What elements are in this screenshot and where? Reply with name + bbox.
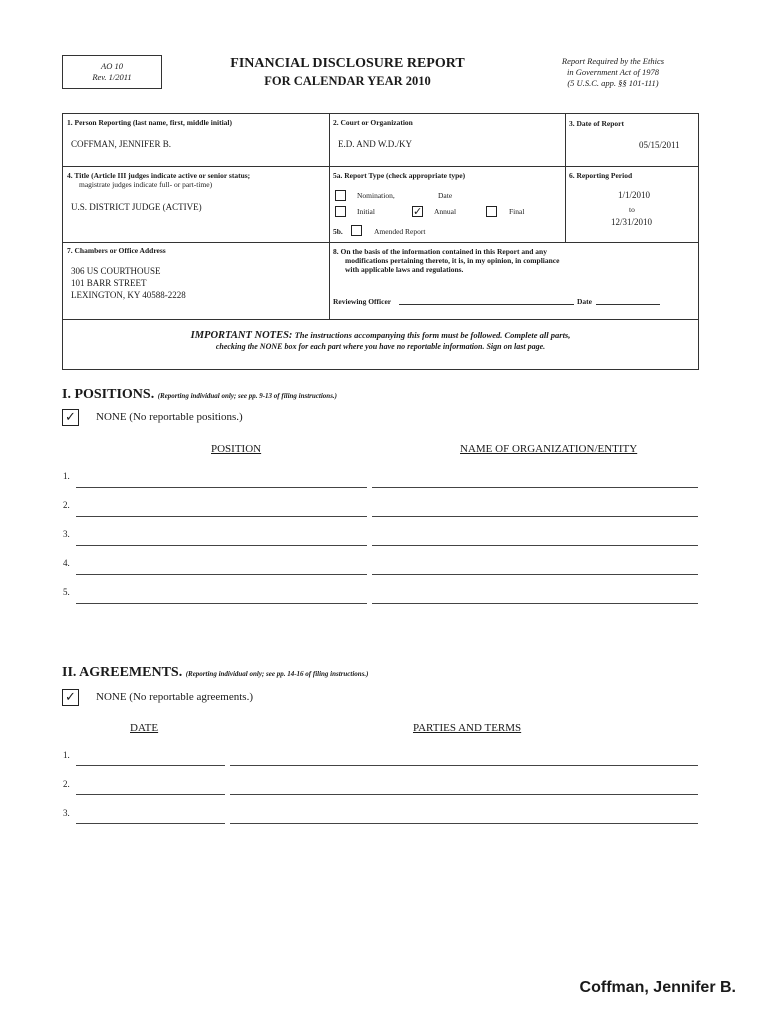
form-id-box <box>62 55 162 89</box>
date-column-header: DATE <box>130 722 159 734</box>
organization-line <box>372 516 698 517</box>
divider <box>63 242 698 243</box>
basis-line-1: 8. On the basis of the information contained in this Report and any <box>333 247 547 256</box>
court-label: 2. Court or Organization <box>333 118 413 127</box>
period-label: 6. Reporting Period <box>569 171 633 180</box>
nomination-checkbox[interactable] <box>335 190 346 201</box>
nomination-label: Nomination, <box>357 191 395 200</box>
court-value[interactable]: E.D. AND W.D./KY <box>338 139 413 149</box>
person-value[interactable]: COFFMAN, JENNIFER B. <box>71 139 172 149</box>
row-number: 3. <box>63 529 70 539</box>
date-line <box>76 765 225 766</box>
report-subtitle: FOR CALENDAR YEAR 2010 <box>264 74 431 88</box>
row-number: 2. <box>63 779 70 789</box>
amended-checkbox[interactable] <box>351 225 362 236</box>
parties-line <box>230 794 698 795</box>
agreements-heading-text: II. AGREEMENTS. <box>62 665 183 680</box>
divider <box>329 114 330 242</box>
period-to-word: to <box>629 205 635 214</box>
notes-lead: IMPORTANT NOTES: <box>190 330 293 341</box>
organization-line <box>372 574 698 575</box>
form-id: AO 10 <box>101 61 123 71</box>
chambers-label: 7. Chambers or Office Address <box>67 246 166 255</box>
check-mark-icon: ✓ <box>65 690 76 705</box>
review-date-label: Date <box>577 297 592 306</box>
initial-label: Initial <box>357 207 375 216</box>
title-sublabel: magistrate judges indicate full- or part-time) <box>79 180 213 189</box>
positions-none-label <box>96 411 243 423</box>
organization-column-header: NAME OF ORGANIZATION/ENTITY <box>460 443 638 455</box>
row-number: 2. <box>63 500 70 510</box>
organization-line <box>372 487 698 488</box>
positions-none-text: NONE (No reportable positions.) <box>96 411 243 423</box>
person-label: 1. Person Reporting (last name, first, middle initial) <box>67 118 232 127</box>
row-number: 5. <box>63 587 70 597</box>
agreements-none-label <box>96 691 253 703</box>
notes-line-1: The instructions accompanying this form must be followed. Complete all parts, <box>292 330 571 340</box>
annual-checkbox[interactable] <box>412 206 423 217</box>
reviewing-officer-line[interactable] <box>399 304 574 305</box>
title-value[interactable]: U.S. DISTRICT JUDGE (ACTIVE) <box>71 202 202 212</box>
row-number: 1. <box>63 471 70 481</box>
notes-line-2: checking the NONE box for each part where you have no reportable information. Sign on last page. <box>215 342 546 351</box>
basis-line-3: with applicable laws and regulations. <box>345 265 464 274</box>
parties-line <box>230 765 698 766</box>
period-to[interactable]: 12/31/2010 <box>611 217 653 227</box>
statute-line-1: Report Required by the Ethics <box>561 56 665 66</box>
report-type-label: 5a. Report Type (check appropriate type) <box>333 171 466 180</box>
amended-label: Amended Report <box>374 227 426 236</box>
divider <box>329 242 330 319</box>
positions-instructions: (Reporting individual only; see pp. 9-13 of filing instructions.) <box>157 392 337 400</box>
period-from[interactable]: 1/1/2010 <box>618 190 651 200</box>
title-label: 4. Title (Article III judges indicate active or senior status; <box>67 171 251 180</box>
position-line <box>76 487 367 488</box>
positions-none-checkbox[interactable] <box>62 409 79 426</box>
initial-checkbox[interactable] <box>335 206 346 217</box>
statute-note <box>548 56 678 89</box>
filer-name-footer: Coffman, Jennifer B. <box>579 979 736 996</box>
agreements-heading <box>62 665 369 681</box>
address-line-3[interactable]: LEXINGTON, KY 40588-2228 <box>71 290 186 300</box>
statute-line-3: (5 U.S.C. app. §§ 101-111) <box>567 78 659 88</box>
basis-line-2: modifications pertaining thereto, it is, in my opinion, in compliance <box>345 256 560 265</box>
divider <box>63 319 698 320</box>
organization-line <box>372 603 698 604</box>
organization-line <box>372 545 698 546</box>
agreements-none-text: NONE (No reportable agreements.) <box>96 691 253 703</box>
important-notes <box>62 330 699 353</box>
parties-line <box>230 823 698 824</box>
date-label: 3. Date of Report <box>569 119 624 128</box>
positions-heading-text: I. POSITIONS. <box>62 387 155 402</box>
divider <box>565 114 566 242</box>
check-mark-icon: ✓ <box>65 410 76 425</box>
form-revision: Rev. 1/2011 <box>92 72 132 82</box>
amended-prefix: 5b. <box>333 227 343 236</box>
positions-heading <box>62 387 337 403</box>
address-line-2[interactable]: 101 BARR STREET <box>71 278 147 288</box>
review-date-line[interactable] <box>596 304 660 305</box>
final-label: Final <box>509 207 525 216</box>
position-line <box>76 603 367 604</box>
date-value[interactable]: 05/15/2011 <box>639 140 680 150</box>
position-line <box>76 516 367 517</box>
row-number: 1. <box>63 750 70 760</box>
position-column-header: POSITION <box>211 443 262 455</box>
divider <box>63 166 698 167</box>
date-line <box>76 823 225 824</box>
nomination-date-label: Date <box>438 191 453 200</box>
position-line <box>76 574 367 575</box>
agreements-none-checkbox[interactable] <box>62 689 79 706</box>
reviewing-officer-label: Reviewing Officer <box>333 297 392 306</box>
parties-column-header: PARTIES AND TERMS <box>413 722 522 734</box>
position-line <box>76 545 367 546</box>
row-number: 3. <box>63 808 70 818</box>
date-line <box>76 794 225 795</box>
statute-line-2: in Government Act of 1978 <box>567 67 659 77</box>
report-title: FINANCIAL DISCLOSURE REPORT <box>230 56 465 71</box>
check-mark-icon: ✓ <box>413 205 423 218</box>
agreements-instructions: (Reporting individual only; see pp. 14-16 of filing instructions.) <box>185 670 369 678</box>
row-number: 4. <box>63 558 70 568</box>
address-line-1[interactable]: 306 US COURTHOUSE <box>71 266 161 276</box>
annual-label: Annual <box>434 207 457 216</box>
final-checkbox[interactable] <box>486 206 497 217</box>
